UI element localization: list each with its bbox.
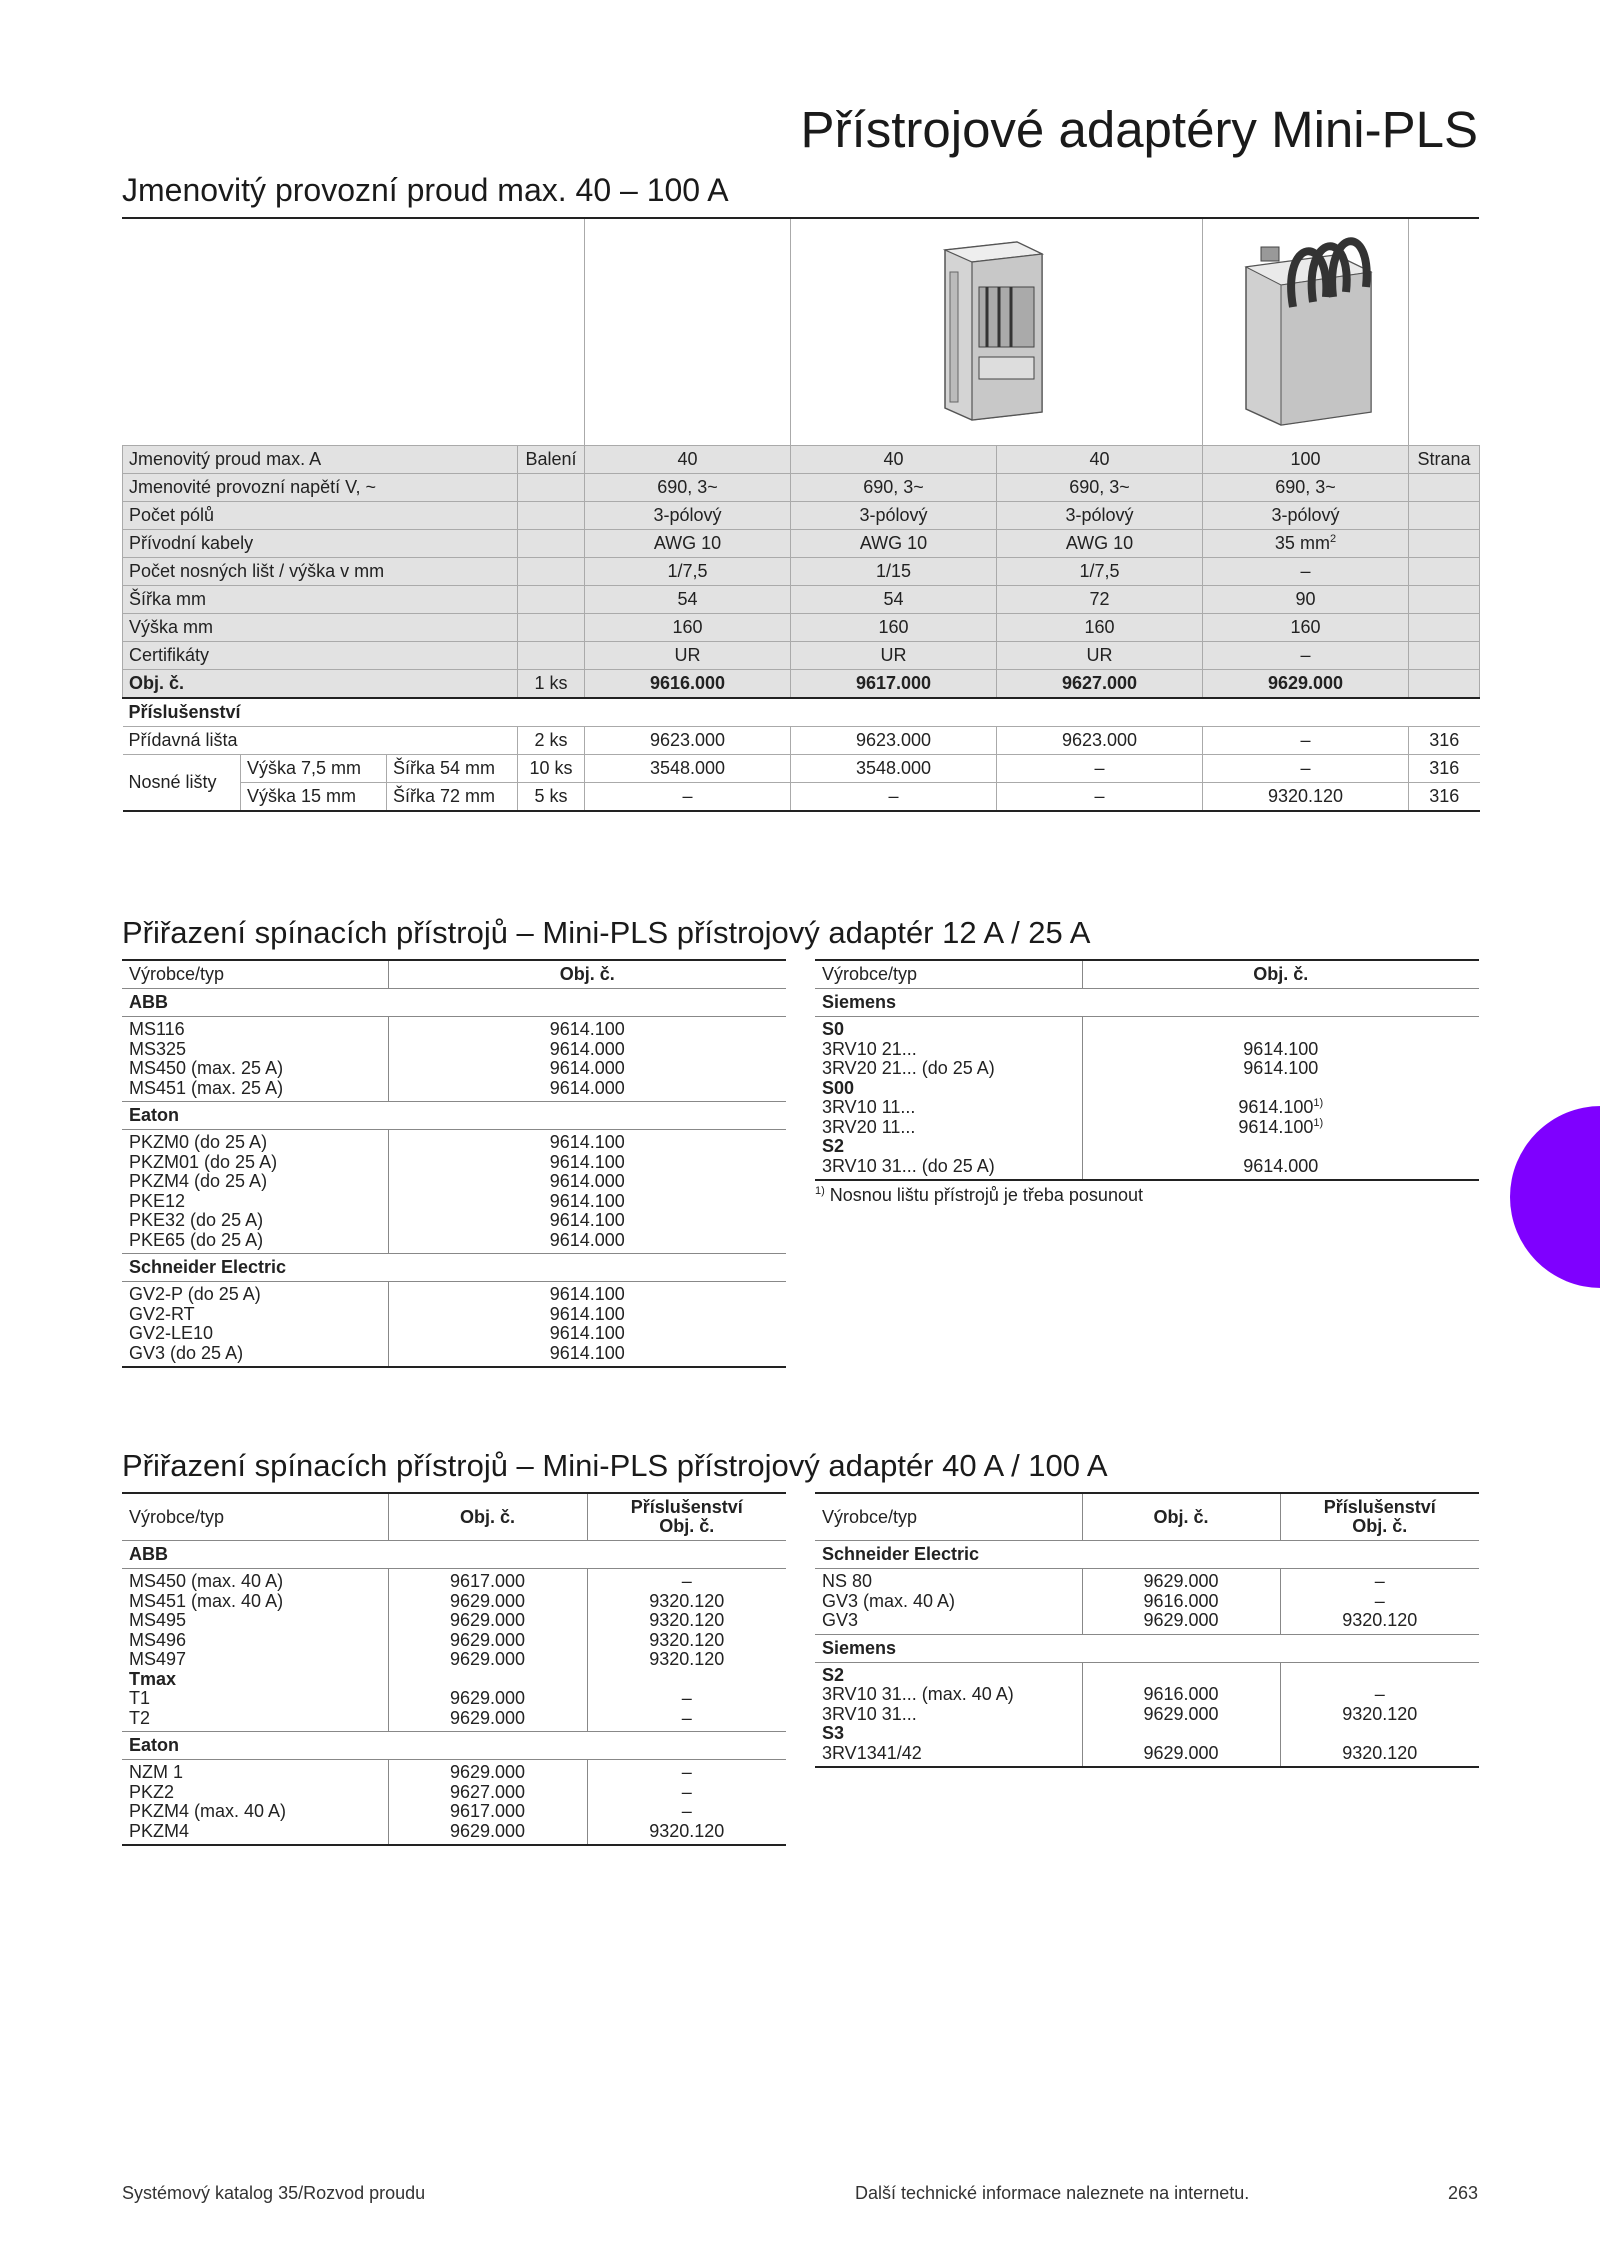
manufacturer-eaton: Eaton	[122, 1732, 786, 1760]
col-header-type: Výrobce/typ	[122, 960, 388, 989]
assign-table-40-100-right	[815, 1492, 1479, 1768]
spec-value: 35 mm	[1274, 533, 1330, 553]
series-tmax: Tmax	[129, 1668, 177, 1689]
section-tab-marker	[1510, 1106, 1600, 1288]
size-group-s2: S2	[822, 1136, 845, 1156]
acc-value: –	[1203, 727, 1409, 755]
acc-page: 316	[1409, 783, 1480, 812]
spec-value: UR	[585, 642, 791, 670]
spec-value: 40	[585, 446, 791, 474]
spec-value: AWG 10	[585, 530, 791, 558]
manufacturer-eaton: Eaton	[122, 1102, 786, 1130]
footer-catalog: Systémový katalog 35/Rozvod proudu	[122, 2183, 426, 2203]
accessory-list: – 9320.120 9320.120	[1280, 1662, 1479, 1767]
col-header-type: Výrobce/typ	[122, 1493, 388, 1541]
spec-value: 3-pólový	[1203, 502, 1409, 530]
order-number: 9614.000	[1243, 1155, 1319, 1176]
spec-pack	[518, 502, 585, 530]
order-list: 9614.100 9614.000 9614.000 9614.000	[388, 1017, 786, 1102]
spec-page	[1409, 642, 1480, 670]
spec-value: UR	[791, 642, 997, 670]
spec-value: UR	[997, 642, 1203, 670]
footnote-mark: 1)	[815, 1185, 825, 1197]
manufacturer-abb: ABB	[122, 1541, 786, 1569]
assign-table-40-100-left	[122, 1492, 786, 1846]
type-list: NZM 1 PKZ2 PKZM4 (max. 40 A) PKZM4	[122, 1760, 388, 1846]
assign-table-12-25-left	[122, 959, 786, 1368]
siemens-type-list	[815, 1017, 1082, 1181]
order-list: 9614.100 9614.100	[1243, 1038, 1319, 1078]
acc-value: 3548.000	[585, 755, 791, 783]
order-list: 9629.000 9627.000 9617.000 9629.000	[388, 1760, 587, 1846]
spec-label-order-no: Obj. č.	[123, 670, 518, 699]
din-rail-adapter-image	[917, 232, 1077, 432]
spec-page	[1409, 558, 1480, 586]
spec-pack	[518, 474, 585, 502]
footnote	[815, 1185, 1143, 1206]
acc-extra-rail-label: Přídavná lišta	[123, 727, 518, 755]
acc-value: –	[997, 755, 1203, 783]
spec-value: 1/15	[791, 558, 997, 586]
order-number-footnoted: 9614.100$^{1)}$	[1238, 1116, 1324, 1137]
acc-page: 316	[1409, 727, 1480, 755]
order-number: 9616.000	[585, 670, 791, 699]
order-list: 9616.000 9629.000 9629.000	[1082, 1662, 1280, 1767]
footnote-text: Nosnou lištu přístrojů je třeba posunout	[829, 1185, 1143, 1205]
spec-value: 40	[791, 446, 997, 474]
acc-pack: 5 ks	[518, 783, 585, 812]
spec-pack	[518, 558, 585, 586]
col-header-order-no: Obj. č.	[388, 1493, 587, 1541]
spec-page	[1409, 502, 1480, 530]
type-list: S2 3RV10 31... (max. 40 A) 3RV10 31... S3 3RV1341/42	[815, 1662, 1082, 1767]
spec-label-width: Šířka mm	[123, 586, 518, 614]
acc-value: 9320.120	[1203, 783, 1409, 812]
spec-value: 160	[791, 614, 997, 642]
acc-rail-height: Výška 15 mm	[241, 783, 387, 812]
type-list: 3RV10 31... (do 25 A)	[822, 1155, 995, 1176]
spec-value: AWG 10	[997, 530, 1203, 558]
product-image-9629	[1203, 219, 1409, 446]
spec-value: 690, 3~	[791, 474, 997, 502]
spec-value: 160	[997, 614, 1203, 642]
col-header-order-no: Obj. č.	[388, 960, 786, 989]
spec-pack	[518, 530, 585, 558]
product-image-9617	[791, 219, 1203, 446]
accessory-list: – – 9320.120	[1280, 1569, 1479, 1635]
manufacturer-siemens: Siemens	[815, 1634, 1479, 1662]
spec-label-poles: Počet pólů	[123, 502, 518, 530]
acc-page: 316	[1409, 755, 1480, 783]
spec-label-height: Výška mm	[123, 614, 518, 642]
acc-value: –	[1203, 755, 1409, 783]
order-number: 9629.000	[1203, 670, 1409, 699]
spec-label-certificates: Certifikáty	[123, 642, 518, 670]
order-list: 9614.100 9614.100 9614.100 9614.100	[388, 1282, 786, 1368]
acc-value: –	[791, 783, 997, 812]
spec-page	[1409, 614, 1480, 642]
spec-value: 72	[997, 586, 1203, 614]
spec-value: 160	[1203, 614, 1409, 642]
manufacturer-schneider: Schneider Electric	[815, 1541, 1479, 1569]
spec-value: AWG 10	[791, 530, 997, 558]
acc-rail-width: Šířka 54 mm	[387, 755, 518, 783]
spec-value: 3-pólový	[997, 502, 1203, 530]
spec-page	[1409, 530, 1480, 558]
manufacturer-siemens: Siemens	[815, 989, 1479, 1017]
type-list: 3RV10 21... 3RV20 21... (do 25 A)	[822, 1038, 995, 1078]
accessory-list: – 9320.120 9320.120 9320.120 9320.120 – –	[587, 1569, 786, 1732]
type-list: NS 80 GV3 (max. 40 A) GV3	[822, 1571, 956, 1630]
page-title: Přístrojové adaptéry Mini-PLS	[800, 101, 1478, 158]
type-list: 3RV10 11... 3RV20 11...	[822, 1097, 916, 1137]
spec-value: 1/7,5	[997, 558, 1203, 586]
spec-label-cables: Přívodní kabely	[123, 530, 518, 558]
type-list: MS450 (max. 40 A) MS451 (max. 40 A) MS495 MS496 MS497 Tmax T1 T2	[122, 1569, 388, 1732]
spec-label-rails: Počet nosných lišt / výška v mm	[123, 558, 518, 586]
col-header-type: Výrobce/typ	[815, 960, 1082, 989]
acc-rail-width: Šířka 72 mm	[387, 783, 518, 812]
order-list: 9614.100 9614.100 9614.000 9614.100 9614.100 9614.000	[388, 1130, 786, 1254]
adapter-with-cables-image	[1221, 227, 1391, 437]
spec-page	[1409, 670, 1480, 699]
type-list: PKZM0 (do 25 A) PKZM01 (do 25 A) PKZM4 (do 25 A) PKE12 PKE32 (do 25 A) PKE65 (do 25 A)	[129, 1132, 278, 1250]
image-label-spacer	[123, 219, 585, 446]
spec-page	[1409, 474, 1480, 502]
spec-value: 40	[997, 446, 1203, 474]
order-list: 9617.000 9629.000 9629.000 9629.000 9629.000 9629.000 9629.000	[388, 1569, 587, 1732]
size-group-s3: S3	[822, 1723, 845, 1743]
siemens-order-list	[1082, 1017, 1479, 1181]
acc-value: 3548.000	[791, 755, 997, 783]
spec-pack: 1 ks	[518, 670, 585, 699]
type-list: GV2-P (do 25 A) GV2-RT GV2-LE10 GV3 (do 25 A)	[122, 1282, 388, 1368]
spec-value: 100	[1203, 446, 1409, 474]
acc-value: 9623.000	[585, 727, 791, 755]
section-title-40-100: Přiřazení spínacích přístrojů – Mini-PLS přístrojový adaptér 40 A / 100 A	[122, 1448, 1108, 1483]
spec-value: 1/7,5	[585, 558, 791, 586]
spec-value-mm2	[1203, 530, 1409, 558]
size-group-s2: S2	[822, 1664, 845, 1685]
spec-label-rated-current: Jmenovitý proud max. A	[123, 446, 518, 474]
col-header-order-no: Obj. č.	[1082, 1493, 1280, 1541]
accessory-list: – – – 9320.120	[587, 1760, 786, 1846]
manufacturer-schneider: Schneider Electric	[122, 1254, 786, 1282]
accessories-heading: Příslušenství	[123, 698, 1480, 727]
spec-label-voltage: Jmenovité provozní napětí V, ~	[123, 474, 518, 502]
spec-page-header: Strana	[1409, 446, 1480, 474]
acc-rail-height: Výška 7,5 mm	[241, 755, 387, 783]
spec-pack	[518, 586, 585, 614]
order-number: 9627.000	[997, 670, 1203, 699]
acc-pack: 10 ks	[518, 755, 585, 783]
spec-value: 3-pólový	[585, 502, 791, 530]
size-group-s0: S0	[822, 1019, 845, 1039]
spec-value: 54	[585, 586, 791, 614]
col-header-accessories: Příslušenství Obj. č.	[587, 1493, 786, 1541]
order-number: 9617.000	[791, 670, 997, 699]
acc-value: 9623.000	[791, 727, 997, 755]
spec-value: 690, 3~	[585, 474, 791, 502]
manufacturer-abb: ABB	[122, 989, 786, 1017]
spec-value: –	[1203, 642, 1409, 670]
spec-table	[122, 219, 1480, 812]
col-header-order-no: Obj. č.	[1082, 960, 1479, 989]
acc-value: 9623.000	[997, 727, 1203, 755]
spec-value: 690, 3~	[997, 474, 1203, 502]
order-list: 9629.000 9616.000 9629.000	[1082, 1569, 1280, 1635]
acc-value: –	[585, 783, 791, 812]
spec-value: –	[1203, 558, 1409, 586]
superscript-2: 2	[1329, 533, 1337, 545]
acc-pack: 2 ks	[518, 727, 585, 755]
footer-info: Další technické informace naleznete na internetu.	[855, 2183, 1250, 2203]
col-header-type: Výrobce/typ	[815, 1493, 1082, 1541]
page-number: 263	[1447, 2183, 1478, 2203]
spec-value: 3-pólový	[791, 502, 997, 530]
spec-page	[1409, 586, 1480, 614]
product-image-9616	[585, 219, 791, 446]
assign-table-12-25-right	[815, 959, 1479, 1181]
spec-value: 160	[585, 614, 791, 642]
type-list: MS116 MS325 MS450 (max. 25 A) MS451 (max. 25 A)	[129, 1019, 284, 1098]
acc-rails-label: Nosné lišty	[123, 755, 241, 812]
section-title-12-25: Přiřazení spínacích přístrojů – Mini-PLS přístrojový adaptér 12 A / 25 A	[122, 915, 1091, 950]
order-number-footnoted: 9614.100$^{1)}$	[1238, 1097, 1324, 1117]
spec-value: 90	[1203, 586, 1409, 614]
size-group-s00: S00	[822, 1077, 855, 1098]
spec-pack-header: Balení	[518, 446, 585, 474]
spec-value: 690, 3~	[1203, 474, 1409, 502]
spec-pack	[518, 642, 585, 670]
col-header-accessories: Příslušenství Obj. č.	[1280, 1493, 1479, 1541]
acc-value: –	[997, 783, 1203, 812]
section-title-rated-current: Jmenovitý provozní proud max. 40 – 100 A	[122, 172, 729, 208]
page-col-spacer	[1409, 219, 1480, 446]
spec-pack	[518, 614, 585, 642]
spec-value: 54	[791, 586, 997, 614]
